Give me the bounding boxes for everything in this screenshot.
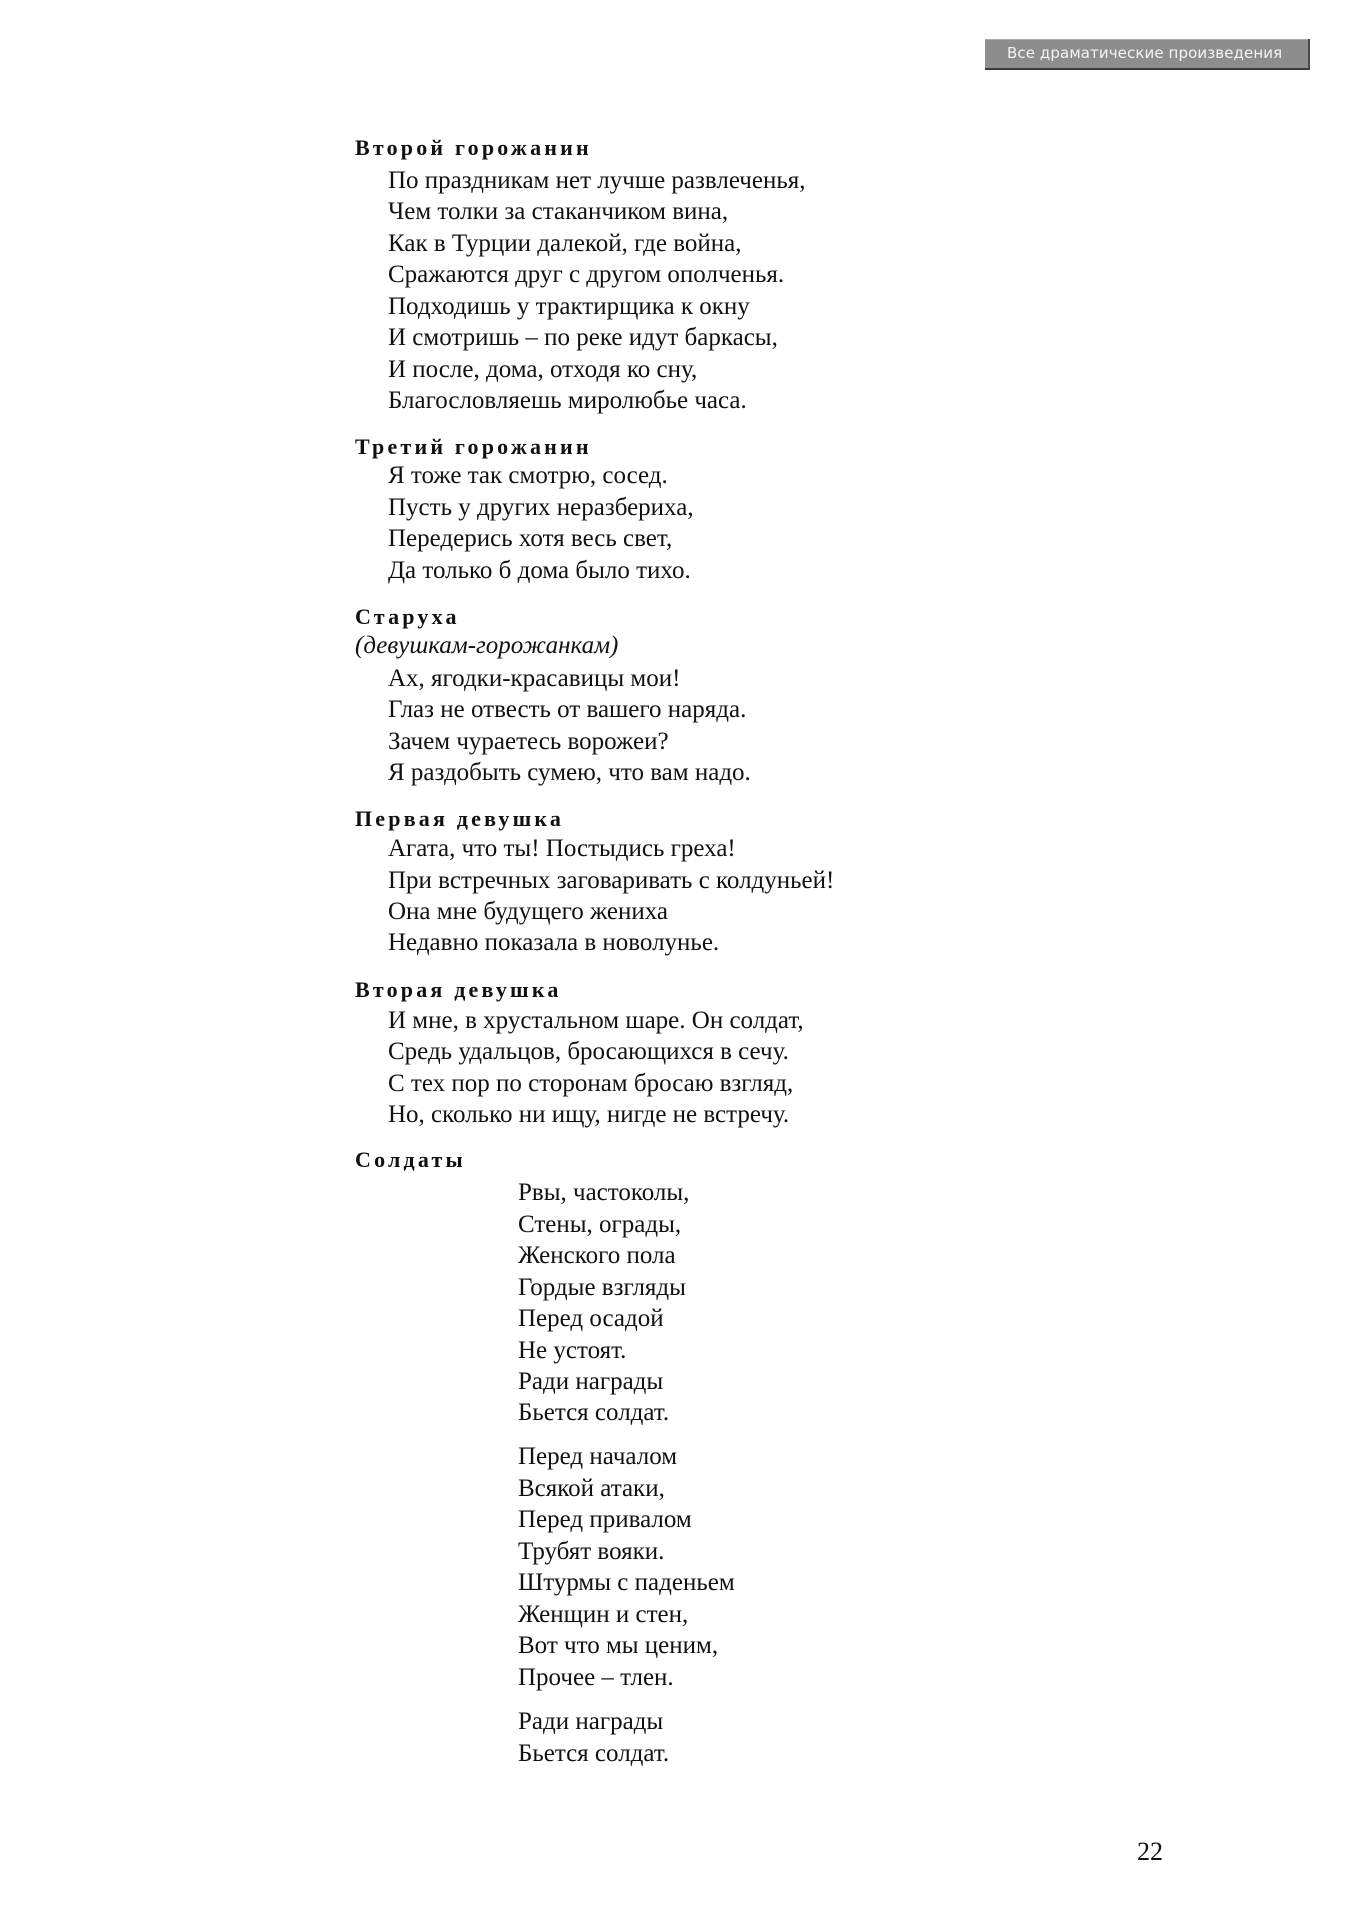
- song-line: Всякой атаки,: [518, 1475, 665, 1502]
- song-line: Перед началом: [518, 1443, 678, 1470]
- verse-line: Агата, что ты! Постыдись греха!: [388, 835, 736, 862]
- verse-line: Да только б дома было тихо.: [388, 557, 691, 584]
- song-line: Бьется солдат.: [518, 1399, 670, 1426]
- verse-line: Пусть у других неразбериха,: [388, 494, 694, 521]
- verse-line: Я тоже так смотрю, сосед.: [388, 462, 668, 489]
- speaker-name: Солдаты: [355, 1147, 466, 1172]
- song-line: Прочее – тлен.: [518, 1664, 674, 1691]
- verse-line: Средь удальцов, бросающихся в сечу.: [388, 1038, 789, 1065]
- song-line: Перед осадой: [518, 1305, 664, 1332]
- speaker-name: Вторая девушка: [355, 977, 562, 1002]
- song-line: Вот что мы ценим,: [518, 1632, 719, 1659]
- speaker-name: Третий горожанин: [355, 434, 592, 459]
- song-line: Ради награды: [518, 1708, 664, 1735]
- speaker-name: Второй горожанин: [355, 135, 592, 160]
- verse-line: Благословляешь миролюбье часа.: [388, 387, 747, 414]
- song-line: Перед привалом: [518, 1506, 692, 1533]
- song-line: Не устоят.: [518, 1337, 627, 1364]
- verse-line: При встречных заговаривать с колдуньей!: [388, 867, 835, 894]
- verse-line: Недавно показала в новолунье.: [388, 929, 720, 956]
- verse-line: Подходишь у трактирщика к окну: [388, 293, 750, 320]
- song-line: Рвы, частоколы,: [518, 1179, 690, 1206]
- song-line: Трубят вояки.: [518, 1538, 665, 1565]
- song-line: Бьется солдат.: [518, 1740, 670, 1767]
- verse-line: Глаз не отвесть от вашего наряда.: [388, 696, 747, 723]
- speaker-name: Старуха: [355, 604, 460, 629]
- page-number: 22: [1137, 1837, 1163, 1866]
- song-line: Гордые взгляды: [518, 1274, 686, 1301]
- section-header-badge: [985, 39, 1310, 70]
- verse-line: Передерись хотя весь свет,: [388, 525, 673, 552]
- verse-line: Я раздобыть сумею, что вам надо.: [388, 759, 751, 786]
- section-header-label: Все драматические произведения: [1007, 44, 1283, 62]
- verse-line: И смотришь – по реке идут баркасы,: [388, 324, 778, 351]
- verse-line: Ах, ягодки-красавицы мои!: [388, 665, 681, 692]
- verse-line: Зачем чураетесь ворожеи?: [388, 728, 669, 755]
- song-line: Женского пола: [518, 1242, 676, 1269]
- speaker-name: Первая девушка: [355, 806, 565, 831]
- verse-line: Сражаются друг с другом ополченья.: [388, 261, 785, 288]
- verse-line: И после, дома, отходя ко сну,: [388, 356, 698, 383]
- verse-line: С тех пор по сторонам бросаю взгляд,: [388, 1070, 794, 1097]
- song-line: Женщин и стен,: [518, 1601, 689, 1628]
- verse-line: Чем толки за стаканчиком вина,: [388, 198, 729, 225]
- verse-line: По праздникам нет лучше развлеченья,: [388, 167, 806, 194]
- song-line: Штурмы с паденьем: [518, 1569, 735, 1596]
- verse-line: Но, сколько ни ищу, нигде не встречу.: [388, 1101, 790, 1128]
- stage-direction: (девушкам-горожанкам): [355, 632, 619, 659]
- song-line: Стены, ограды,: [518, 1211, 682, 1238]
- verse-line: Она мне будущего жениха: [388, 898, 669, 925]
- verse-line: И мне, в хрустальном шаре. Он солдат,: [388, 1007, 804, 1034]
- song-line: Ради награды: [518, 1368, 664, 1395]
- verse-line: Как в Турции далекой, где война,: [388, 230, 742, 257]
